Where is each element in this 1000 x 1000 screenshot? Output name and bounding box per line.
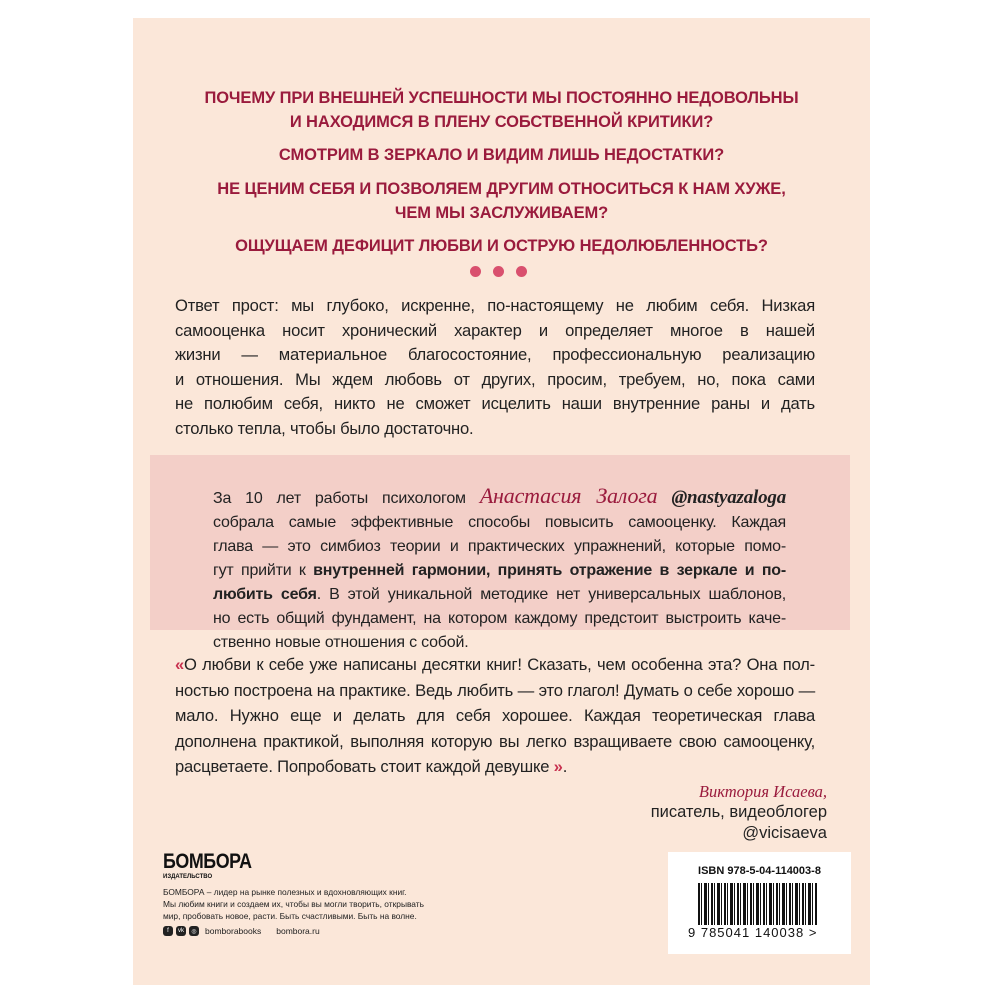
text-line: [175, 754, 815, 780]
barcode-bars: [698, 883, 818, 929]
text-line: мир, пробовать новое, расти. Быть счастливыми. Быть на волне.: [163, 911, 417, 921]
text: расцветаете. Попробовать стоит каждой девушке: [175, 757, 550, 776]
text-line: мало. Нужно еще и делать для себя хорошее. Каждая теоретическая глава: [175, 706, 815, 725]
question-line: СМОТРИМ В ЗЕРКАЛО И ВИДИМ ЛИШЬ НЕДОСТАТКИ?: [278, 146, 725, 164]
website: bombora.ru: [276, 926, 320, 936]
quote-author: [651, 781, 827, 844]
quote-author-role: писатель, видеоблогер: [650, 803, 827, 821]
quote-open-mark: «: [175, 655, 185, 674]
question-1: [133, 86, 870, 134]
instagram-icon: ◎: [189, 926, 199, 936]
publisher-logo: БОМБОРА: [163, 850, 252, 873]
dot: [470, 266, 481, 277]
bold-text: внутренней гармонии, принять отражение в зеркале и по-: [313, 562, 786, 579]
text-line: столько тепла, чтобы было достаточно.: [175, 418, 474, 438]
text-line: Ответ прост: мы глубоко, искренне, по-настоящему не любим себя. Низкая: [175, 296, 815, 315]
publisher-description: [163, 886, 424, 922]
text: О любви к себе уже написаны десятки книг! Сказать, чем особенна эта? Она пол-: [184, 655, 815, 674]
isbn-label: ISBN 978-5-04-114003-8: [698, 865, 821, 877]
question-line: ЧЕМ МЫ ЗАСЛУЖИВАЕМ?: [394, 204, 609, 222]
text-line: БОМБОРА – лидер на рынке полезных и вдохновляющих книг.: [163, 887, 407, 897]
dot: [516, 266, 527, 277]
text-line: но есть общий фундамент, на котором каждому предстоит выстроить каче-: [213, 610, 786, 627]
author-paragraph: [213, 484, 786, 655]
ean-number: 9 785041 140038 >: [688, 925, 818, 940]
quote-author-name: Виктория Исаева,: [698, 782, 827, 801]
text-line: [213, 583, 786, 607]
social-handle: bomborabooks: [205, 926, 262, 936]
text-line: собрала самые эффективные способы повысить самооценку. Каждая: [213, 514, 786, 531]
author-name: Анастасия Залога: [479, 483, 658, 508]
bold-text: любить себя: [213, 586, 317, 603]
text-line: [213, 559, 786, 583]
text-line: ственно новые отношения с собой.: [213, 634, 469, 651]
quote-close-mark: »: [553, 757, 563, 776]
text-line: Мы любим книги и создаем их, чтобы вы могли творить, открывать: [163, 899, 424, 909]
text-line: и отношения. Мы ждем любовь от других, просим, требуем, но, пока сами: [175, 369, 815, 389]
isbn-barcode: [668, 852, 851, 954]
text: гут прийти к: [213, 562, 314, 579]
text: За 10 лет работы психологом: [213, 490, 466, 507]
question-line: ПОЧЕМУ ПРИ ВНЕШНЕЙ УСПЕШНОСТИ МЫ ПОСТОЯННО НЕДОВОЛЬНЫ: [204, 89, 799, 107]
question-3: [133, 177, 870, 225]
author-handle: @nastyazaloga: [671, 487, 786, 508]
text-line: ностью построена на практике. Ведь любить — это глагол! Думать о себе хорошо —: [175, 680, 815, 700]
answer-paragraph: [175, 294, 815, 442]
text-line: [175, 652, 815, 678]
text-line: [213, 484, 786, 511]
publisher-social: [163, 926, 320, 936]
question-4: [133, 234, 870, 258]
text: .: [562, 757, 568, 776]
text-line: самооценка носит хронический характер и определяет многое в нашей: [175, 320, 815, 340]
text-line: не полюбим себя, никто не сможет исцелить наши внутренние раны и дать: [175, 394, 815, 414]
book-back-cover: [133, 18, 870, 985]
text: . В этой уникальной методике нет универсальных шаблонов,: [316, 586, 786, 603]
dot: [493, 266, 504, 277]
facebook-icon: f: [163, 926, 173, 936]
question-2: [133, 143, 870, 167]
review-quote: [175, 652, 815, 780]
question-line: НЕ ЦЕНИМ СЕБЯ И ПОЗВОЛЯЕМ ДРУГИМ ОТНОСИТЬСЯ К НАМ ХУЖЕ,: [217, 180, 786, 198]
question-line: ОЩУЩАЕМ ДЕФИЦИТ ЛЮБВИ И ОСТРУЮ НЕДОЛЮБЛЕННОСТЬ?: [235, 237, 768, 255]
dots-divider: [470, 266, 527, 277]
publisher-logo-sub: ИЗДАТЕЛЬСТВО: [163, 874, 213, 880]
question-line: И НАХОДИМСЯ В ПЛЕНУ СОБСТВЕННОЙ КРИТИКИ?: [289, 113, 714, 131]
quote-author-handle: @vicisaeva: [742, 824, 827, 842]
text-line: жизни — материальное благосостояние, профессиональную реализацию: [175, 345, 815, 365]
vk-icon: vk: [178, 928, 184, 934]
text-line: глава — это симбиоз теории и практических упражнений, которые помо-: [213, 538, 786, 555]
text-line: дополнена практикой, выполняя которую вы легко взращиваете свою самооценку,: [175, 731, 815, 751]
